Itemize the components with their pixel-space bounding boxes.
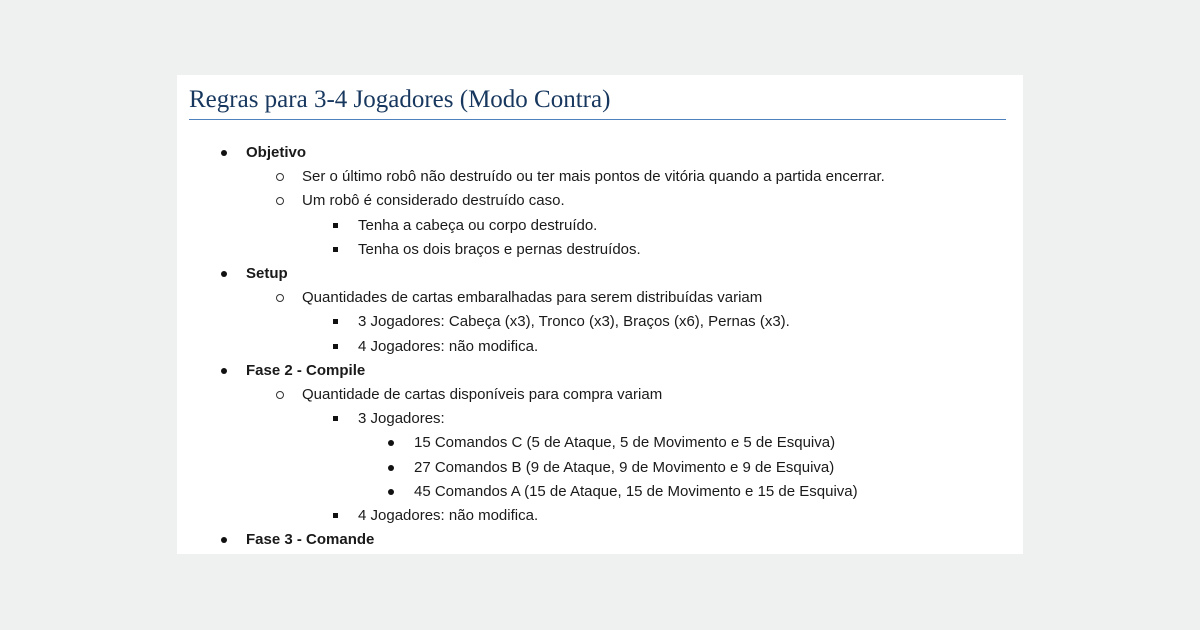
bullet-circle-icon: [276, 294, 284, 302]
list-item-level-2: Quantidade de cartas disponíveis para compra variam: [302, 386, 663, 403]
list-item-level-1: Objetivo: [246, 144, 307, 161]
bullet-dot-icon: [221, 150, 227, 156]
list-item-level-1: Fase 3 - Comande: [246, 531, 375, 548]
list-item-level-2: Um robô é considerado destruído caso.: [302, 192, 565, 209]
bullet-dot-icon: [388, 489, 394, 495]
list-item-level-3: Tenha os dois braços e pernas destruídos.: [358, 241, 641, 258]
bullet-square-icon: [333, 223, 338, 228]
list-item-level-4: 27 Comandos B (9 de Ataque, 9 de Movimento e 9 de Esquiva): [414, 459, 835, 476]
bullet-dot-icon: [221, 368, 227, 374]
bullet-square-icon: [333, 513, 338, 518]
list-item-level-2: Quantidades de cartas embaralhadas para serem distribuídas variam: [302, 289, 763, 306]
list-item-level-3: 4 Jogadores: não modifica.: [358, 338, 539, 355]
list-item-level-3: 3 Jogadores: Cabeça (x3), Tronco (x3), Braços (x6), Pernas (x3).: [358, 313, 790, 330]
list-item-level-4: 45 Comandos A (15 de Ataque, 15 de Movimento e 15 de Esquiva): [414, 483, 858, 500]
list-item-level-1: Setup: [246, 265, 288, 282]
bullet-square-icon: [333, 319, 338, 324]
bullet-dot-icon: [388, 465, 394, 471]
bullet-square-icon: [333, 247, 338, 252]
bullet-circle-icon: [276, 173, 284, 181]
bullet-circle-icon: [276, 197, 284, 205]
bullet-dot-icon: [388, 440, 394, 446]
bullet-dot-icon: [221, 537, 227, 543]
bullet-square-icon: [333, 344, 338, 349]
bullet-dot-icon: [221, 271, 227, 277]
list-item-level-2: Ser o último robô não destruído ou ter mais pontos de vitória quando a partida encerrar.: [302, 168, 885, 185]
document-heading: Regras para 3-4 Jogadores (Modo Contra): [189, 85, 1006, 120]
list-item-level-3: 4 Jogadores: não modifica.: [358, 507, 539, 524]
list-item-level-1: Fase 2 - Compile: [246, 362, 366, 379]
list-item-level-3: 3 Jogadores:: [358, 410, 445, 427]
bullet-circle-icon: [276, 391, 284, 399]
list-item-level-3: Tenha a cabeça ou corpo destruído.: [358, 217, 598, 234]
bullet-square-icon: [333, 416, 338, 421]
document-page: [177, 75, 1023, 554]
list-item-level-4: 15 Comandos C (5 de Ataque, 5 de Movimento e 5 de Esquiva): [414, 434, 836, 451]
